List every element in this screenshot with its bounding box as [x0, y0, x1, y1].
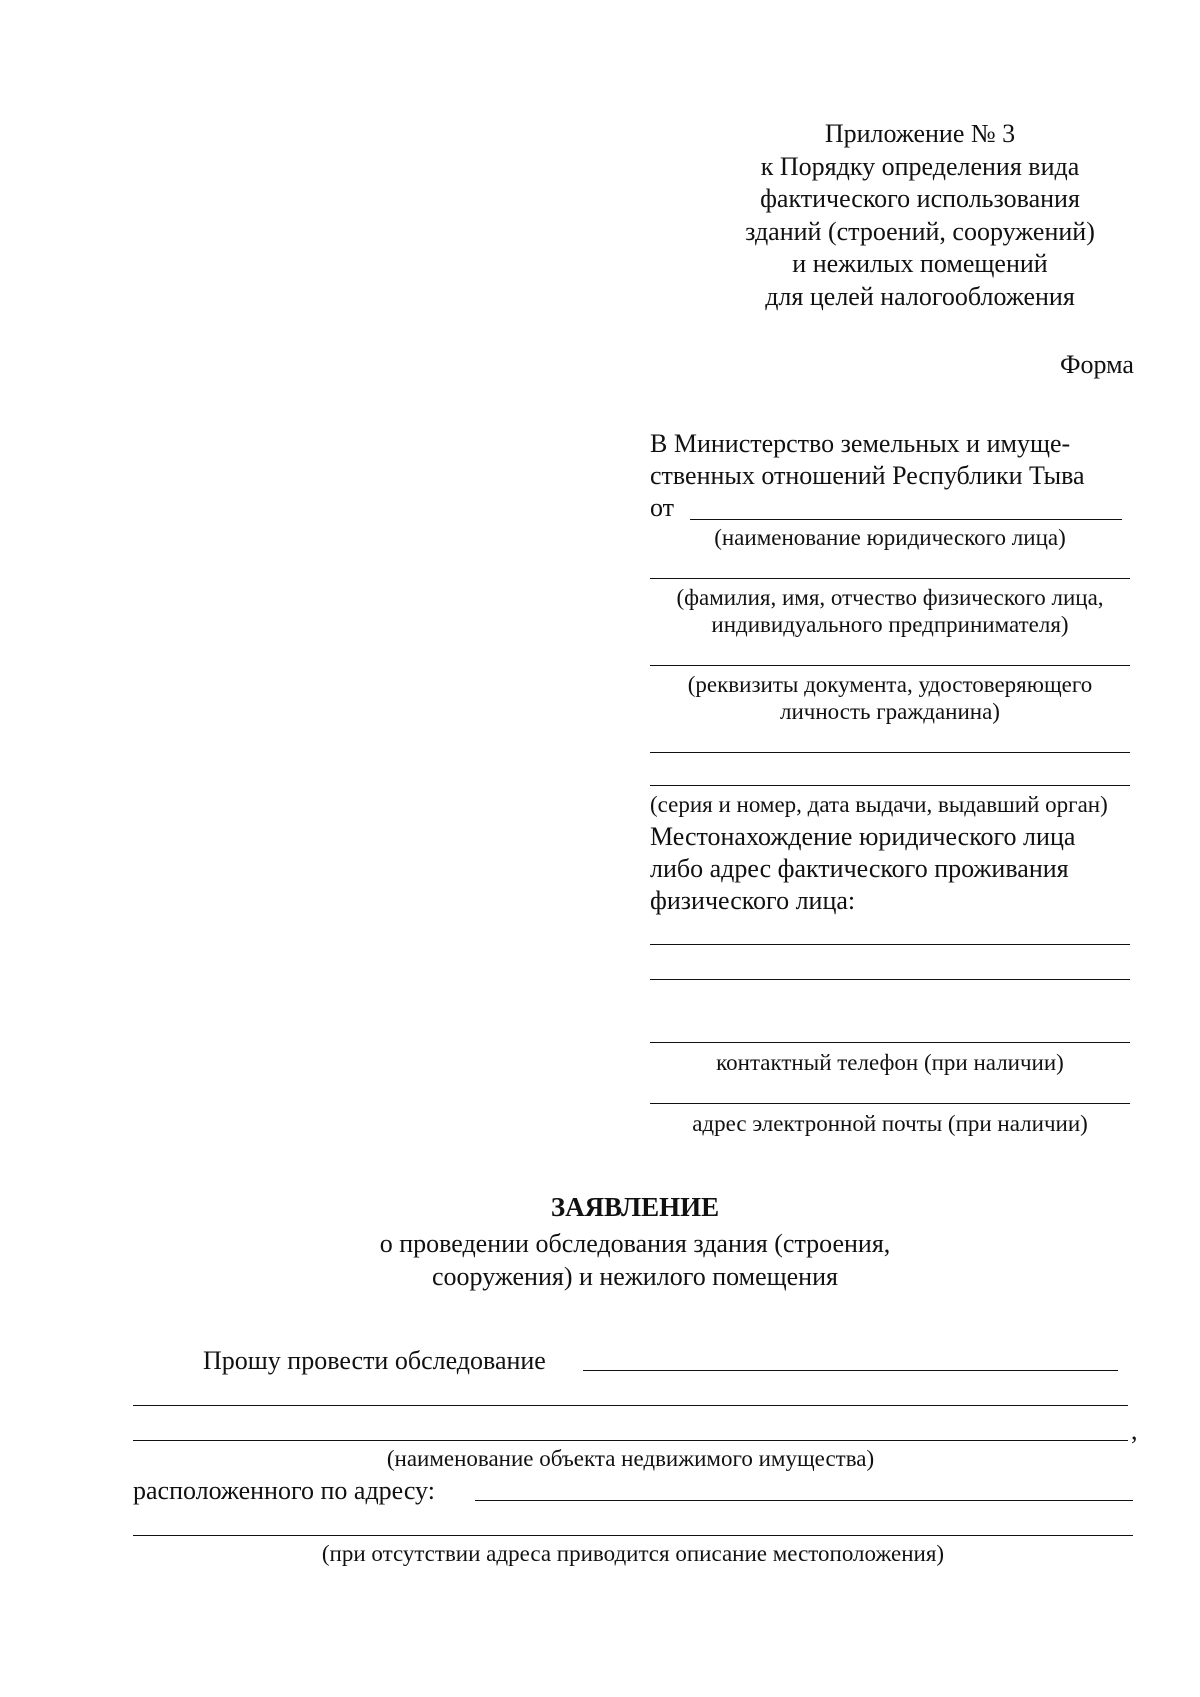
appendix-line: Приложение № 3 — [824, 119, 1016, 148]
statement-subtitle: о проведении обследования здания (строения, — [379, 1229, 891, 1258]
recipient-to-line: В Министерство земельных и имуще- — [650, 429, 1071, 458]
legal-entity-field[interactable] — [690, 519, 1122, 520]
caption-legal-entity: (наименование юридического лица) — [714, 525, 1066, 550]
caption-id-document: личность гражданина) — [780, 699, 1000, 724]
id-document-field[interactable] — [650, 665, 1130, 666]
caption-location: (при отсутствии адреса приводится описание местоположения) — [321, 1541, 945, 1566]
caption-fio: индивидуального предпринимателя) — [711, 612, 1069, 637]
comma: , — [1131, 1416, 1138, 1445]
object-field[interactable] — [583, 1370, 1118, 1371]
appendix-line: для целей налогообложения — [765, 281, 1075, 311]
object-field-3[interactable] — [133, 1440, 1128, 1441]
object-field-2[interactable] — [133, 1405, 1128, 1406]
caption-email: адрес электронной почты (при наличии) — [692, 1111, 1088, 1136]
caption-object: (наименование объекта недвижимого имущества) — [386, 1446, 875, 1471]
id-document-field-2[interactable] — [650, 752, 1130, 753]
fio-field[interactable] — [650, 578, 1130, 579]
phone-field[interactable] — [650, 1042, 1130, 1043]
caption-series: (серия и номер, дата выдачи, выдавший орган) — [650, 792, 1108, 817]
recipient-to-line: ственных отношений Республики Тыва — [650, 461, 1085, 490]
address-field-2[interactable] — [650, 979, 1130, 980]
caption-phone: контактный телефон (при наличии) — [716, 1050, 1064, 1075]
appendix-line: к Порядку определения вида — [760, 151, 1080, 181]
appendix-line: зданий (строений, сооружений) — [745, 216, 1095, 246]
from-prefix: от — [650, 493, 675, 522]
form-label: Форма — [1060, 350, 1134, 379]
email-field[interactable] — [650, 1103, 1130, 1104]
location-label: физического лица: — [650, 886, 856, 915]
request-prefix: Прошу провести обследование — [203, 1346, 546, 1375]
appendix-header — [680, 118, 1160, 313]
location-label: либо адрес фактического проживания — [650, 854, 1069, 883]
statement-title: ЗАЯВЛЕНИЕ — [550, 1192, 720, 1222]
appendix-line: и нежилых помещений — [792, 249, 1048, 278]
address-prefix: расположенного по адресу: — [133, 1476, 435, 1505]
series-field[interactable] — [650, 785, 1130, 786]
location-label: Местонахождение юридического лица — [650, 822, 1076, 851]
caption-fio: (фамилия, имя, отчество физического лица, — [676, 585, 1104, 610]
object-address-field-2[interactable] — [133, 1535, 1133, 1536]
caption-id-document: (реквизиты документа, удостоверяющего — [687, 672, 1093, 697]
appendix-line: фактического использования — [760, 184, 1080, 213]
statement-subtitle: сооружения) и нежилого помещения — [432, 1262, 838, 1291]
object-address-field[interactable] — [475, 1500, 1133, 1501]
address-field[interactable] — [650, 944, 1130, 945]
